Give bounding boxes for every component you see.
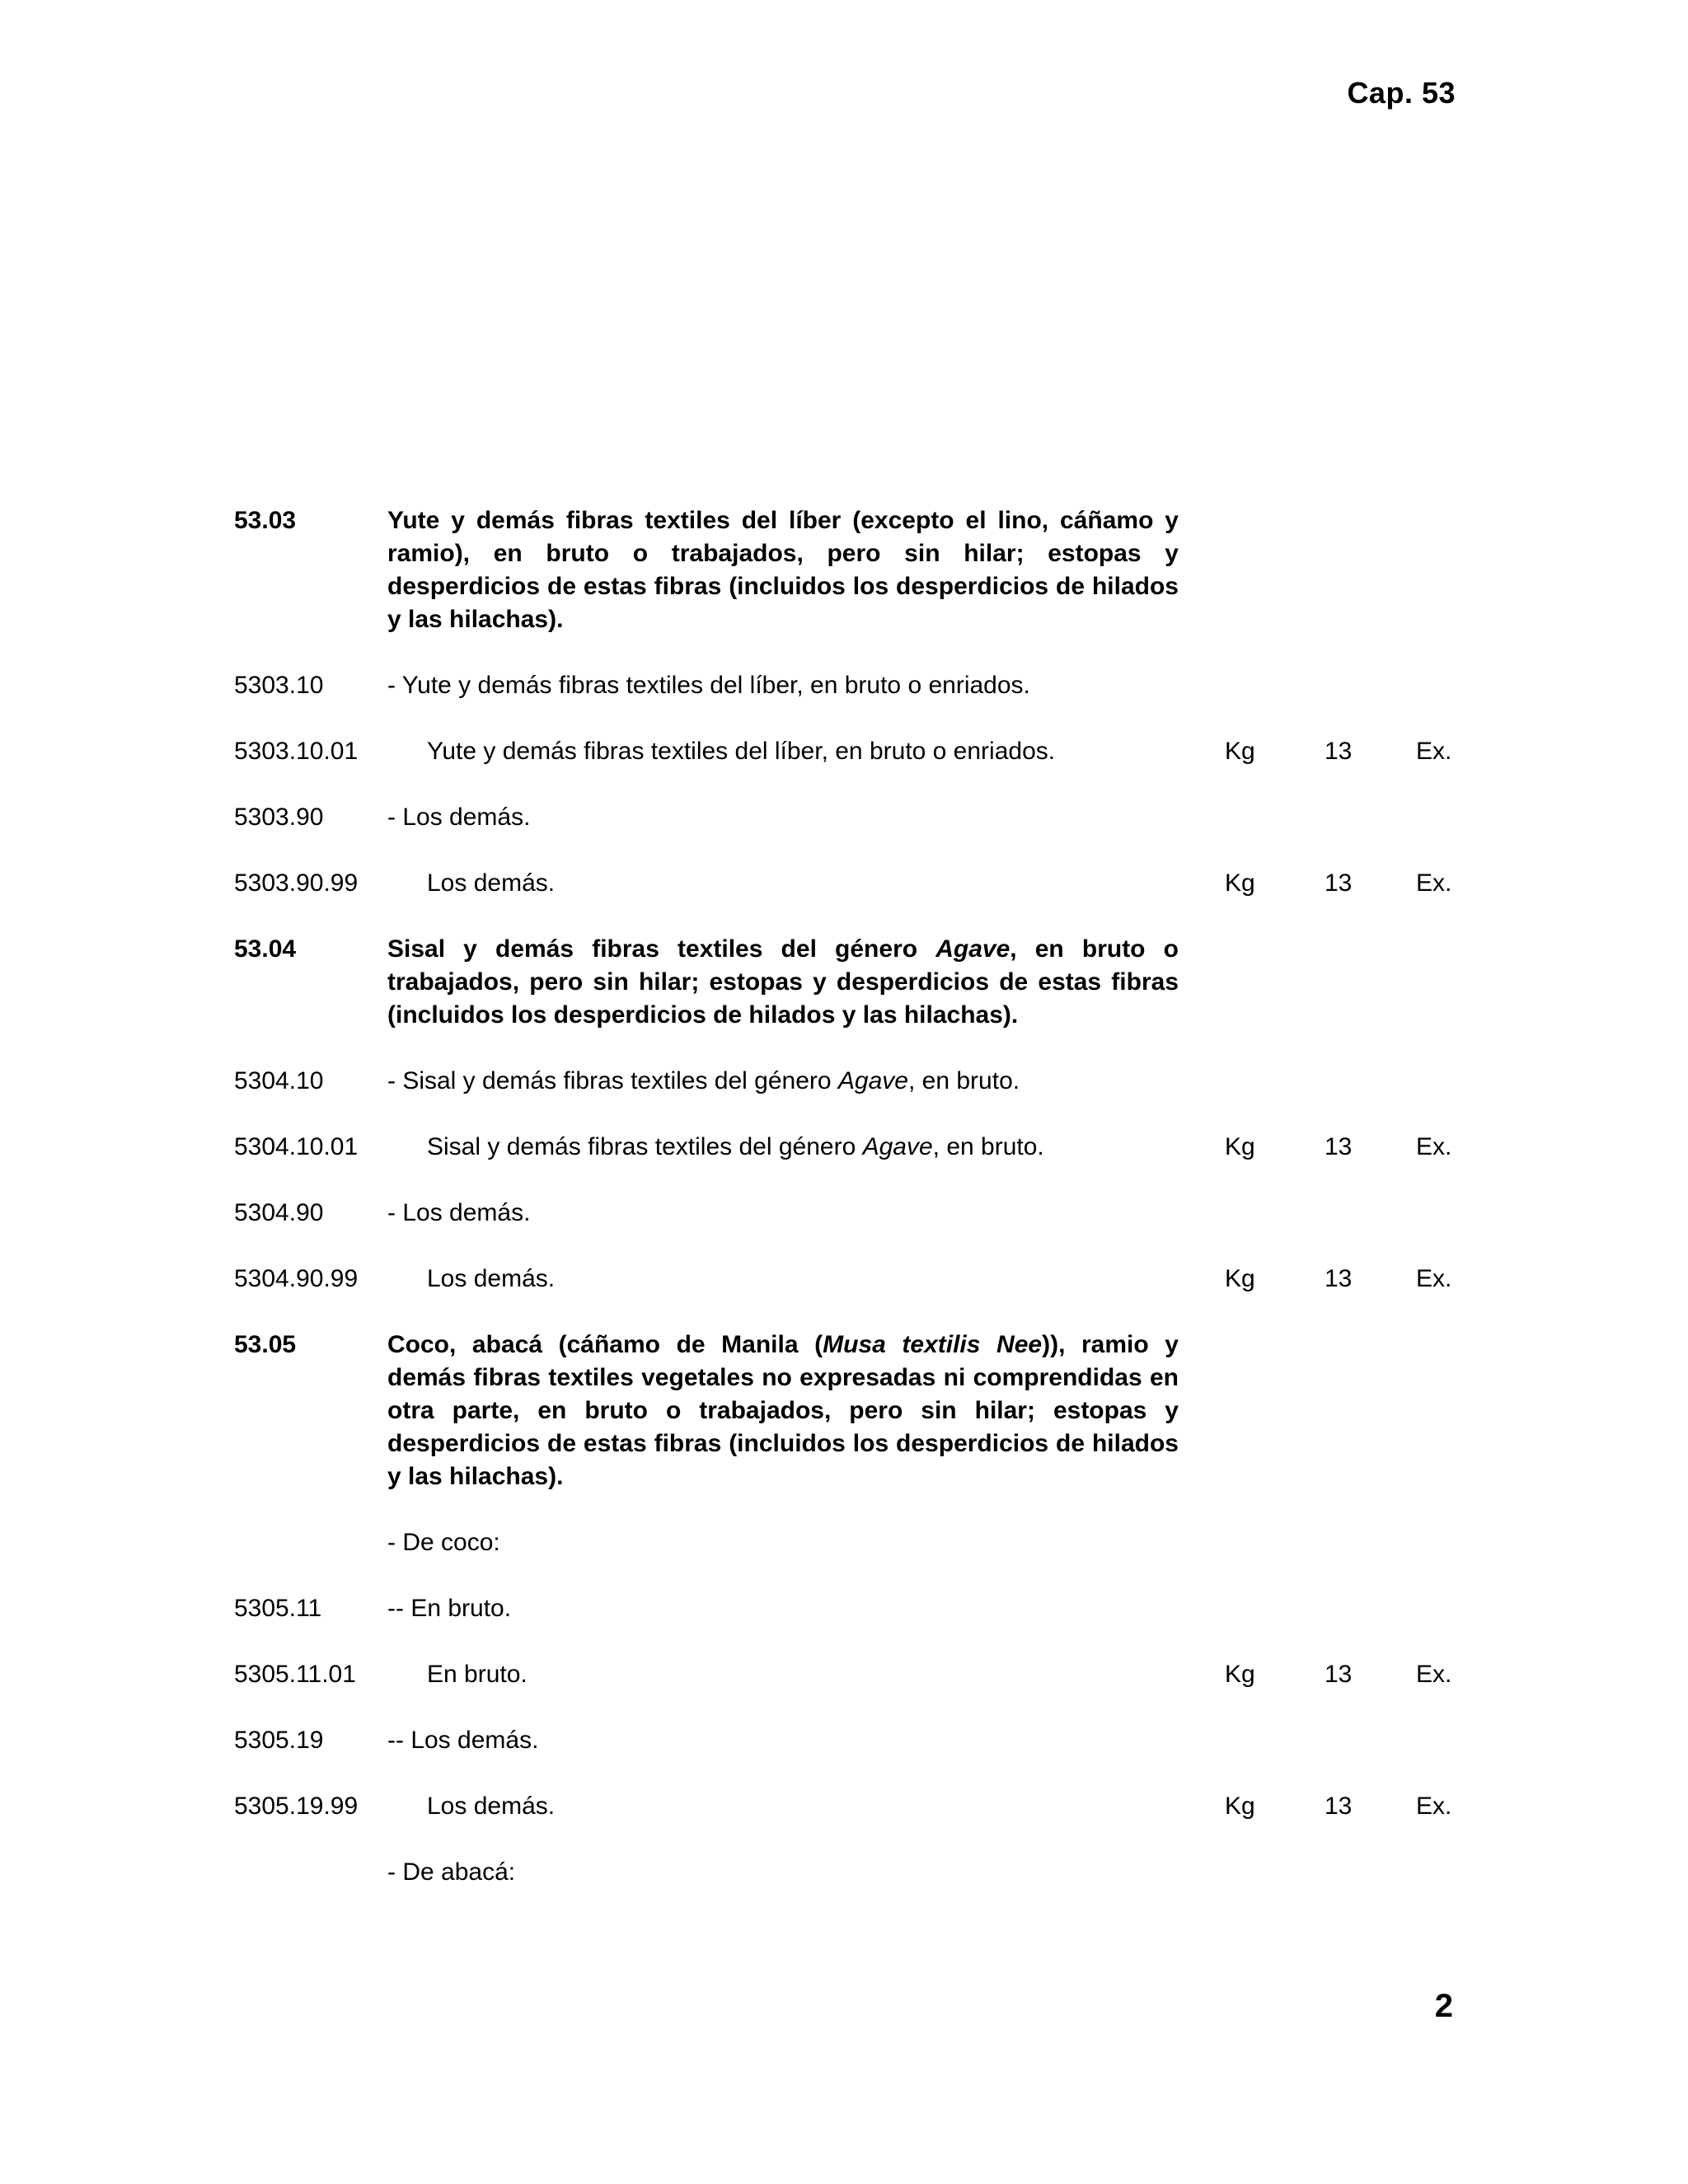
tariff-row [234,1658,1470,1691]
tariff-description [387,1526,1179,1559]
description-text: , en bruto. [908,1067,1020,1094]
tariff-description [387,1592,1179,1625]
tariff-code: 53.04 [234,935,297,963]
tariff-description [387,933,1179,1032]
description-text: Coco, abacá (cáñamo de Manila ( [387,1331,823,1358]
description-text: Los demás. [427,869,556,897]
tariff-rate: 13 [1325,869,1353,897]
tariff-row [234,801,1470,834]
description-text: Agave [837,1067,908,1094]
description-text: , en bruto o trabajados, pero sin hilar; estopas y desperdicios de estas fibras (incluidos los desperdicios de hilados y las hilachas). [387,935,1179,1029]
tariff-code: 53.03 [234,507,297,534]
tariff-row [234,1526,1470,1559]
tariff-description [387,1263,1179,1296]
tariff-code: 5303.90.99 [234,869,359,897]
tariff-code: 5305.11.01 [234,1661,356,1688]
tariff-description [387,801,1179,834]
tariff-row [234,1263,1470,1296]
tariff-row [234,933,1470,1032]
description-text: Los demás. [427,1265,556,1292]
tariff-row [234,1790,1470,1823]
tariff-description [387,1329,1179,1493]
description-text: Sisal y demás fibras textiles del género [427,1133,863,1160]
tariff-row [234,1065,1470,1098]
tariff-note: Ex. [1416,1265,1452,1292]
page-number: 2 [1434,1988,1453,2024]
tariff-note: Ex. [1416,738,1452,765]
unit-of-measure: Kg [1225,738,1255,765]
tariff-code: 5303.10.01 [234,738,359,765]
tariff-row [234,1329,1470,1493]
tariff-code: 5305.19 [234,1727,324,1754]
tariff-code: 5305.19.99 [234,1793,359,1820]
description-text: - Yute y demás fibras textiles del líber, en bruto o enriados. [387,672,1030,699]
tariff-description [387,867,1179,900]
tariff-row [234,1131,1470,1164]
tariff-description [387,504,1179,636]
tariff-code: 5304.90 [234,1199,324,1226]
tariff-rate: 13 [1325,738,1353,765]
description-text: - Sisal y demás fibras textiles del género [387,1067,838,1094]
tariff-note: Ex. [1416,1661,1452,1688]
unit-of-measure: Kg [1225,869,1255,897]
description-text: Agave [935,935,1010,963]
unit-of-measure: Kg [1225,1133,1255,1160]
tariff-note: Ex. [1416,869,1452,897]
tariff-rate: 13 [1325,1133,1353,1160]
description-text: - De coco: [387,1529,500,1556]
unit-of-measure: Kg [1225,1793,1255,1820]
tariff-description [387,1658,1179,1691]
tariff-description [387,669,1179,702]
tariff-code: 5303.90 [234,804,324,831]
description-text: - Los demás. [387,804,531,831]
description-text: Yute y demás fibras textiles del líber (excepto el lino, cáñamo y ramio), en bruto o trabajados, pero sin hilar; estopas y desperdicios de estas fibras (incluidos los desperdicios de hilados y las hilachas). [387,507,1179,633]
tariff-rate: 13 [1325,1265,1353,1292]
tariff-row [234,504,1470,636]
tariff-code: 5303.10 [234,672,324,699]
description-text: - Los demás. [387,1199,531,1226]
tariff-code: 5304.10.01 [234,1133,359,1160]
description-text: Los demás. [427,1793,556,1820]
description-text: -- En bruto. [387,1595,512,1622]
description-text: )), ramio y demás fibras textiles vegetales no expresadas ni comprendidas en otra parte, en bruto o trabajados, pero sin hilar; estopas y desperdicios de estas fibras (incluidos los desperdicios de hilados y las hilachas). [387,1331,1179,1490]
description-text: Yute y demás fibras textiles del líber, en bruto o enriados. [427,738,1056,765]
tariff-code: 5305.11 [234,1595,322,1622]
unit-of-measure: Kg [1225,1661,1255,1688]
tariff-row [234,669,1470,702]
tariff-row [234,735,1470,768]
tariff-rate: 13 [1325,1661,1353,1688]
tariff-description [387,1065,1179,1098]
description-text: Agave [862,1133,933,1160]
tariff-description [387,1724,1179,1757]
description-text: Musa textilis Nee [823,1331,1043,1358]
tariff-row [234,1592,1470,1625]
tariff-description [387,1131,1179,1164]
tariff-code: 5304.10 [234,1067,324,1094]
tariff-row [234,1197,1470,1230]
description-text: Sisal y demás fibras textiles del género [387,935,936,963]
description-text: - De abacá: [387,1858,516,1886]
unit-of-measure: Kg [1225,1265,1255,1292]
tariff-row [234,867,1470,900]
tariff-description [387,735,1179,768]
description-text: , en bruto. [932,1133,1044,1160]
tariff-code: 5304.90.99 [234,1265,359,1292]
tariff-code: 53.05 [234,1331,297,1358]
chapter-header: Cap. 53 [1347,76,1456,110]
tariff-row [234,1724,1470,1757]
tariff-row [234,1856,1470,1889]
tariff-description [387,1856,1179,1889]
tariff-note: Ex. [1416,1133,1452,1160]
tariff-note: Ex. [1416,1793,1452,1820]
description-text: En bruto. [427,1661,528,1688]
tariff-description [387,1790,1179,1823]
description-text: -- Los demás. [387,1727,539,1754]
tariff-table [234,504,1470,1922]
tariff-rate: 13 [1325,1793,1353,1820]
tariff-description [387,1197,1179,1230]
